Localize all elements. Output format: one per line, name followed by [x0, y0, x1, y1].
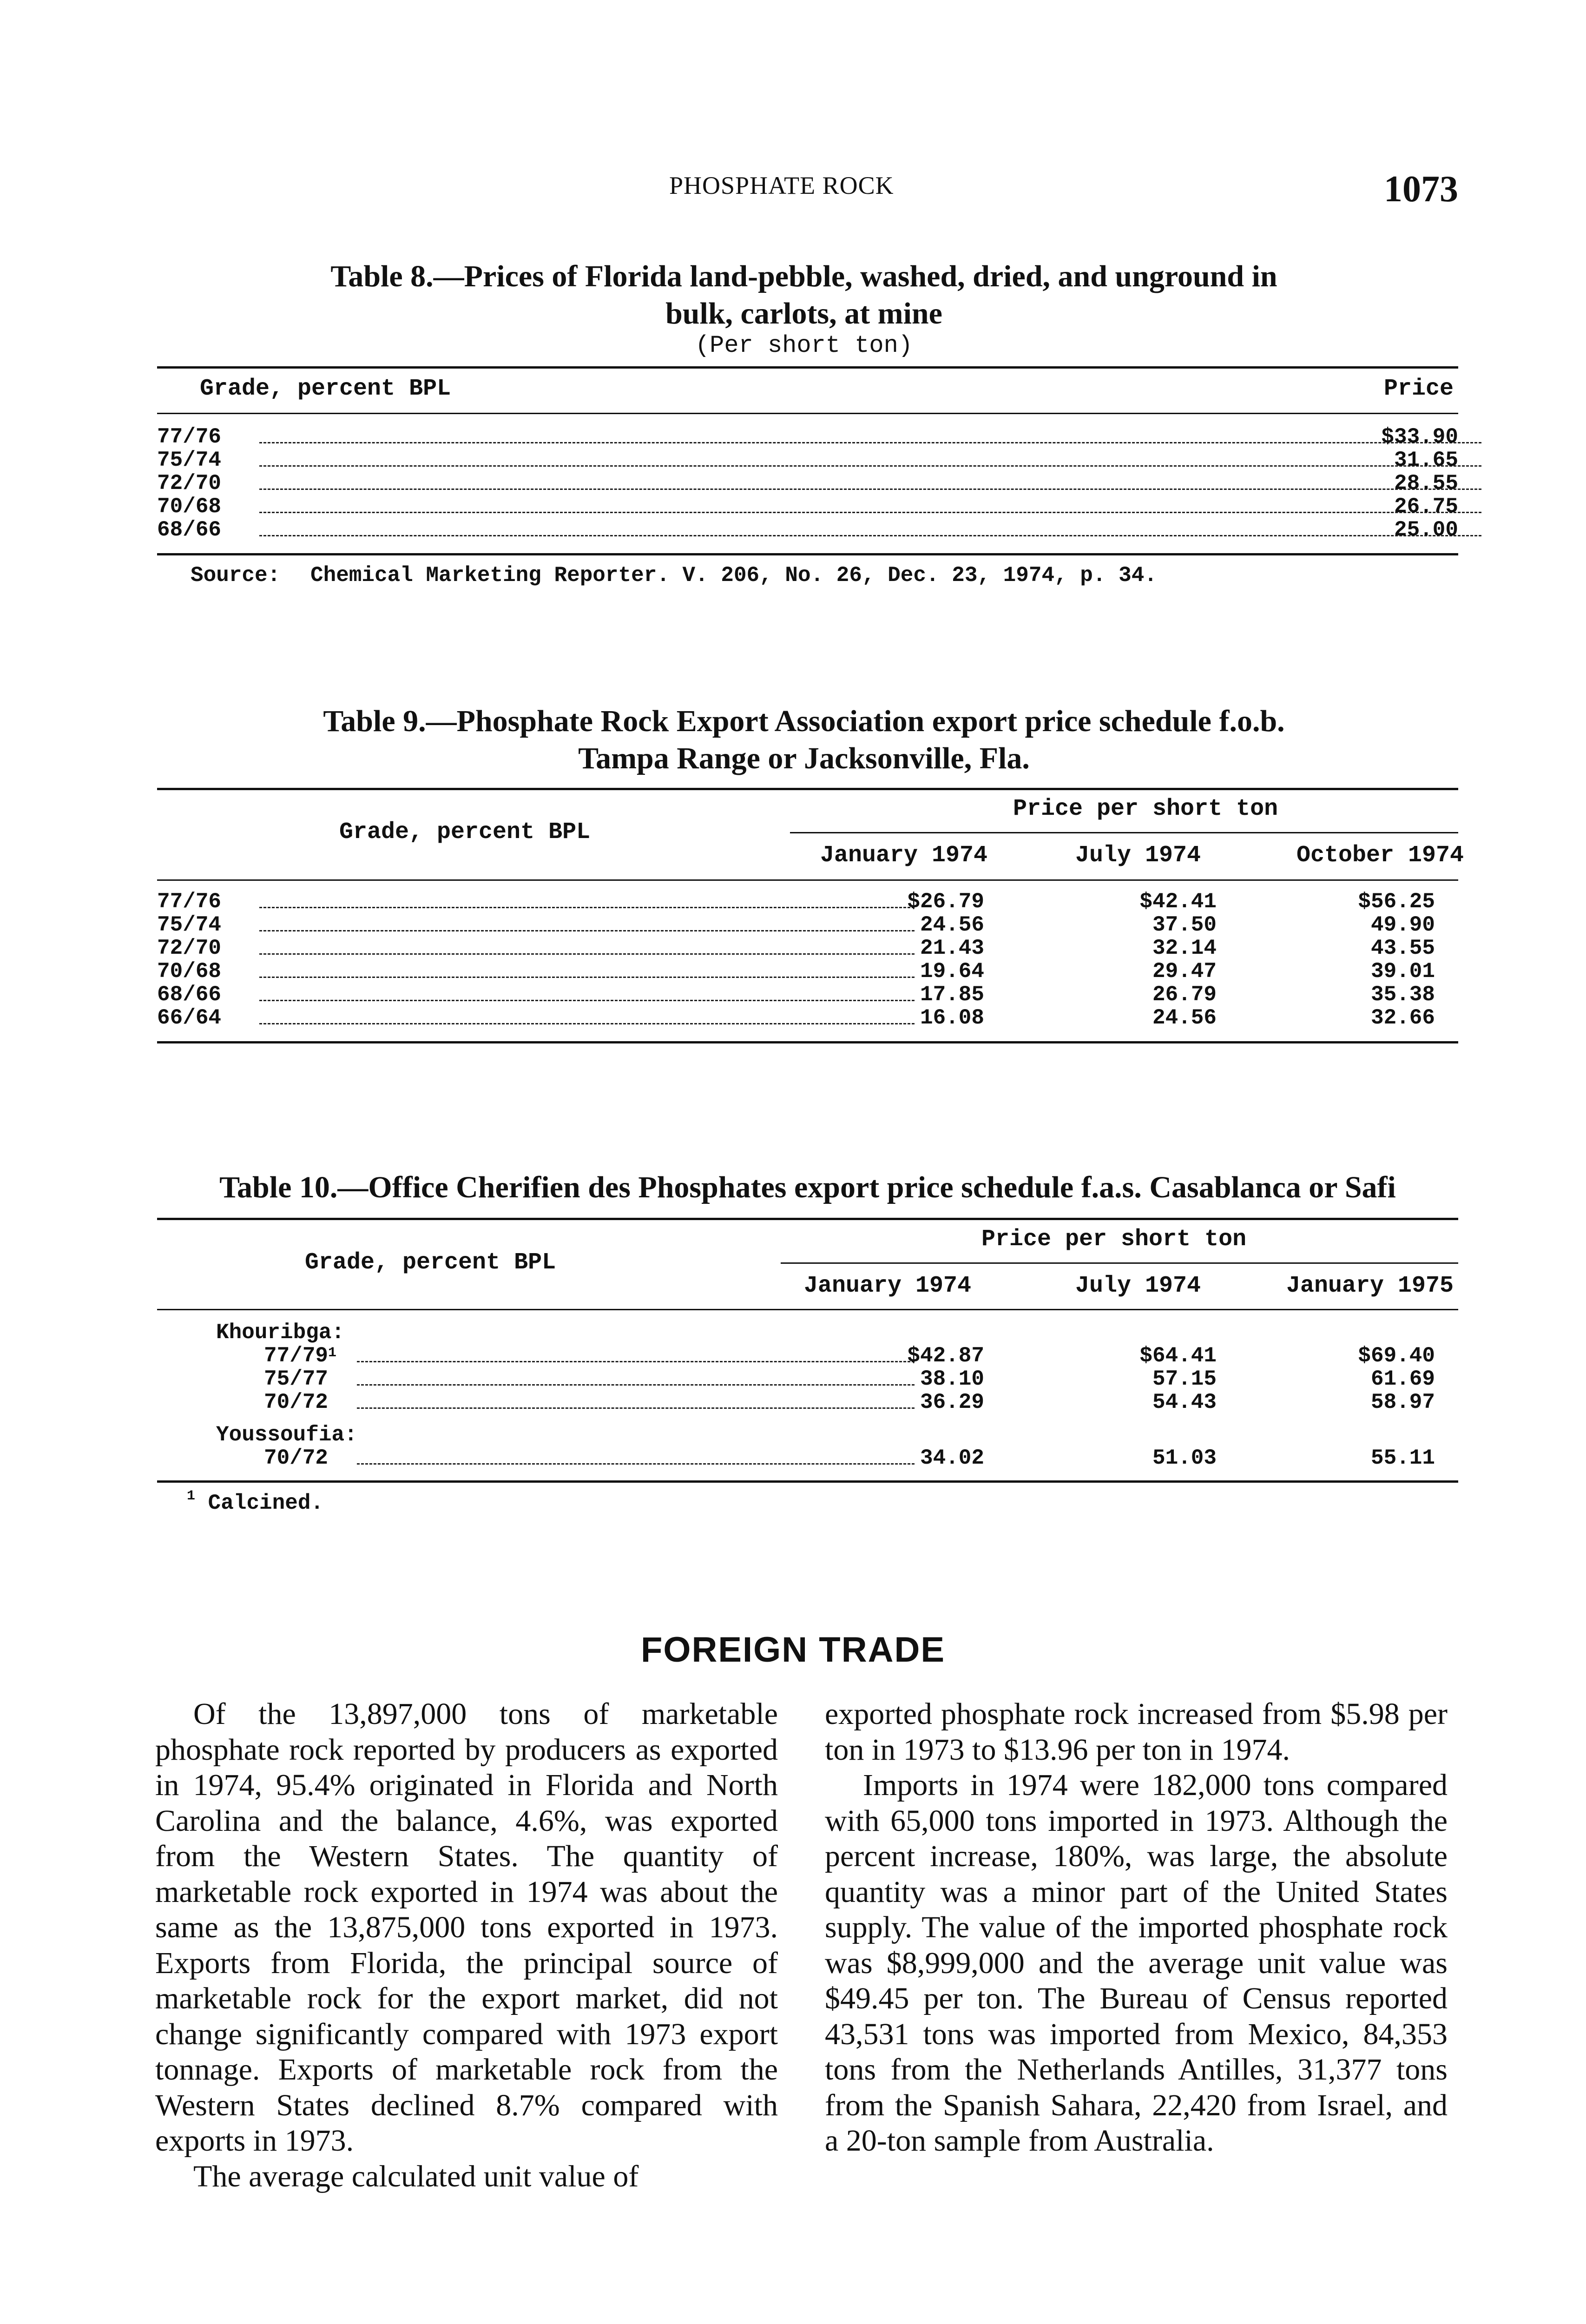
table9-title	[186, 703, 1422, 777]
table9-col-grade: Grade, percent BPL	[339, 819, 591, 845]
table8-title-line2: bulk, carlots, at mine	[665, 297, 942, 330]
table9-title-line1: Table 9.—Phosphate Rock Export Association export price schedule f.o.b.	[323, 704, 1285, 738]
table8-top-rule	[157, 366, 1458, 369]
grade-cell: 72/70	[157, 471, 222, 495]
jan-1975-cell: 61.69	[1370, 1367, 1435, 1391]
jan-1974-cell: $26.79	[907, 890, 984, 914]
jul-1974-cell: 29.47	[1152, 959, 1217, 984]
table-row	[157, 960, 1458, 983]
group-label	[216, 1423, 588, 1446]
grade-cell: 77/76	[157, 890, 222, 914]
running-title: PHOSPHATE ROCK	[669, 172, 894, 199]
grade-cell	[264, 1344, 336, 1367]
jul-1974-cell: $42.41	[1139, 890, 1217, 914]
paragraph: The average calculated unit value of	[193, 2159, 639, 2193]
oct-1974-cell: 43.55	[1370, 936, 1435, 960]
grade-cell: 70/68	[157, 959, 222, 984]
table-row	[157, 1344, 1458, 1367]
table10-footnote	[187, 1488, 324, 1515]
table9-col-2: July 1974	[1075, 842, 1201, 869]
table9-group-rule	[790, 832, 1458, 833]
group-youssoufia: Youssoufia:	[216, 1423, 357, 1447]
table10-header-rule	[157, 1309, 1458, 1310]
jan-1975-cell: $69.40	[1358, 1344, 1435, 1368]
table9-col-group: Price per short ton	[1013, 796, 1278, 822]
grade-cell: 68/66	[157, 983, 222, 1007]
grade-cell: 75/77	[264, 1367, 329, 1391]
table-row	[157, 1006, 1458, 1030]
jul-1974-cell: 54.43	[1152, 1390, 1217, 1414]
table10-bottom-rule	[157, 1480, 1458, 1483]
table-row	[157, 1391, 1458, 1414]
oct-1974-cell: $56.25	[1358, 890, 1435, 914]
dot-leader	[259, 472, 1481, 490]
jan-1974-cell: 24.56	[920, 913, 984, 937]
table9-top-rule	[157, 788, 1458, 790]
jul-1974-cell: 51.03	[1152, 1446, 1217, 1470]
oct-1974-cell: 39.01	[1370, 959, 1435, 984]
jan-1974-cell: 21.43	[920, 936, 984, 960]
table10-col-1: January 1974	[804, 1273, 972, 1299]
paragraph: exported phosphate rock increased from $5.98 per ton in 1973 to $13.96 per ton in 1974.	[825, 1697, 1448, 1767]
table-row	[157, 472, 1458, 495]
table10-col-group: Price per short ton	[981, 1226, 1247, 1253]
table9-col-1: January 1974	[820, 842, 988, 869]
table-row	[157, 983, 1458, 1006]
table-row	[157, 425, 1458, 449]
price-cell: 28.55	[1394, 471, 1458, 495]
grade-cell: 75/74	[157, 913, 222, 937]
table10-title: Table 10.—Office Cherifien des Phosphates export price schedule f.a.s. Casablanca or Safi	[219, 1170, 1396, 1204]
jan-1975-cell: 55.11	[1370, 1446, 1435, 1470]
price-cell: $33.90	[1381, 425, 1458, 449]
footnote-text: Calcined.	[208, 1491, 324, 1515]
table-row	[157, 913, 1458, 937]
jul-1974-cell: 32.14	[1152, 936, 1217, 960]
grade-cell: 70/72	[264, 1446, 329, 1470]
table8-source-text: Chemical Marketing Reporter. V. 206, No. 26, Dec. 23, 1974, p. 34.	[310, 563, 1157, 588]
table9-bottom-rule	[157, 1041, 1458, 1043]
price-cell: 26.75	[1394, 495, 1458, 519]
group-label	[216, 1321, 588, 1344]
table10-top-rule	[157, 1218, 1458, 1220]
oct-1974-cell: 35.38	[1370, 983, 1435, 1007]
jul-1974-cell: 37.50	[1152, 913, 1217, 937]
table10-col-3: January 1975	[1286, 1273, 1454, 1299]
left-column	[155, 1697, 778, 2194]
table-row	[157, 937, 1458, 960]
table9-title-line2: Tampa Range or Jacksonville, Fla.	[578, 741, 1030, 775]
price-cell: 25.00	[1394, 518, 1458, 542]
grade-cell: 70/68	[157, 495, 222, 519]
table9-header-rule	[157, 879, 1458, 881]
group-khouribga: Khouribga:	[216, 1320, 345, 1345]
table-row	[157, 495, 1458, 518]
jan-1974-cell: 16.08	[920, 1006, 984, 1030]
table8-source-label: Source:	[191, 563, 281, 588]
right-column	[825, 1697, 1448, 2159]
table-row	[157, 1367, 1458, 1391]
table-row	[157, 890, 1458, 913]
dot-leader	[259, 449, 1481, 467]
table8-col-price: Price	[1384, 376, 1454, 402]
jul-1974-cell: 57.15	[1152, 1367, 1217, 1391]
footnote-ref: 1	[328, 1345, 337, 1361]
jul-1974-cell: 26.79	[1152, 983, 1217, 1007]
table8-title	[186, 258, 1422, 359]
grade-text: 77/79	[264, 1344, 329, 1368]
jan-1974-cell: 36.29	[920, 1390, 984, 1414]
table8-bottom-rule	[157, 553, 1458, 555]
grade-cell: 72/70	[157, 936, 222, 960]
grade-cell: 68/66	[157, 518, 222, 542]
paragraph: Imports in 1974 were 182,000 tons compared with 65,000 tons imported in 1973. Although the percent increase, 180%, was large, the absolute quantity was a minor part of the United States supply. The value of the imported phosphate rock was $8,999,000 and the average unit value was $49.45 per ton. The Bureau of Census reported 43,531 tons was imported from Mexico, 84,353 tons from the Netherlands Antilles, 31,377 tons from the Spanish Sahara, 22,420 from Israel, and a 20-ton sample from Australia.	[825, 1768, 1448, 2158]
price-cell: 31.65	[1394, 448, 1458, 472]
jul-1974-cell: 24.56	[1152, 1006, 1217, 1030]
grade-cell: 77/76	[157, 425, 222, 449]
table10-col-2: July 1974	[1075, 1273, 1201, 1299]
jan-1974-cell: 17.85	[920, 983, 984, 1007]
jan-1974-cell: $42.87	[907, 1344, 984, 1368]
grade-cell: 75/74	[157, 448, 222, 472]
table9-col-3: October 1974	[1296, 842, 1464, 869]
grade-cell: 66/64	[157, 1006, 222, 1030]
page-number: 1073	[1384, 169, 1458, 210]
table8-col-grade: Grade, percent BPL	[200, 376, 451, 402]
oct-1974-cell: 32.66	[1370, 1006, 1435, 1030]
jul-1974-cell: $64.41	[1139, 1344, 1217, 1368]
section-heading: FOREIGN TRADE	[640, 1630, 946, 1670]
grade-cell: 70/72	[264, 1390, 329, 1414]
table10-col-grade: Grade, percent BPL	[305, 1249, 556, 1276]
table-row	[157, 449, 1458, 472]
jan-1974-cell: 19.64	[920, 959, 984, 984]
dot-leader	[259, 518, 1481, 536]
jan-1974-cell: 38.10	[920, 1367, 984, 1391]
table-row	[157, 518, 1458, 541]
footnote-mark: 1	[187, 1488, 196, 1504]
table8-subtitle: (Per short ton)	[695, 332, 913, 359]
table10-group-rule	[781, 1262, 1458, 1264]
jan-1975-cell: 58.97	[1370, 1390, 1435, 1414]
dot-leader	[259, 495, 1481, 513]
dot-leader	[259, 425, 1481, 443]
table8-title-line1: Table 8.—Prices of Florida land-pebble, washed, dried, and unground in	[330, 259, 1277, 293]
table-row	[157, 1446, 1458, 1470]
paragraph: Of the 13,897,000 tons of marketable phosphate rock reported by producers as exported in 1974, 95.4% originated in Florida and North Carolina and the balance, 4.6%, was exported from the Western States. The quantity of marketable rock exported in 1974 was about the same as the 13,875,000 tons exported in 1973. Exports from Florida, the principal source of marketable rock for the export market, did not change significantly compared with 1973 export tonnage. Exports of marketable rock from the Western States declined 8.7% compared with exports in 1973.	[155, 1697, 778, 2158]
oct-1974-cell: 49.90	[1370, 913, 1435, 937]
table8-header-rule	[157, 413, 1458, 414]
jan-1974-cell: 34.02	[920, 1446, 984, 1470]
